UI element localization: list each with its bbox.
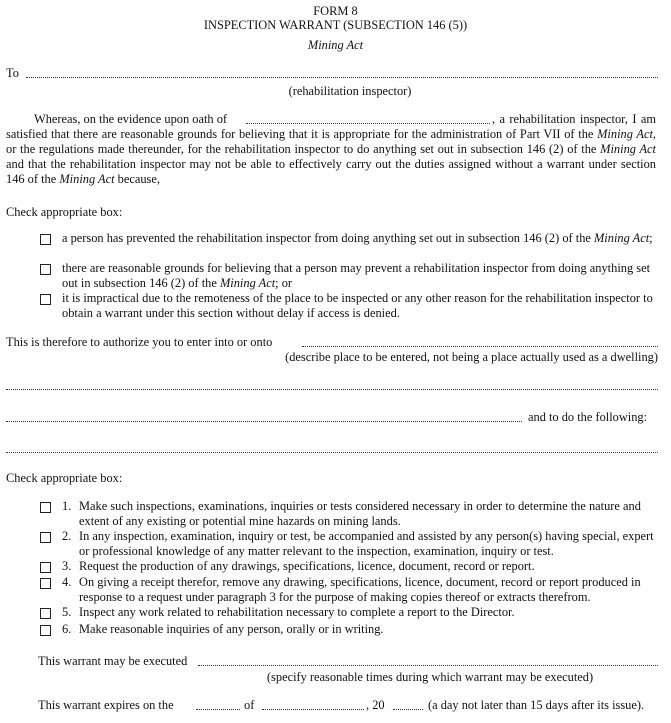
check-label-actions: Check appropriate box:: [6, 471, 123, 485]
reason-2-after: ; or: [275, 276, 293, 290]
reason-1-text: [62, 231, 662, 246]
action-4-number: 4.: [62, 575, 72, 589]
action-2-checkbox[interactable]: [40, 532, 51, 543]
reason-2-text: [62, 261, 662, 291]
reason-2-checkbox[interactable]: [40, 264, 51, 275]
expires-year-label: , 20: [366, 698, 385, 712]
to-field[interactable]: [26, 77, 658, 78]
place-field-line-2[interactable]: [6, 389, 658, 390]
action-5-checkbox[interactable]: [40, 608, 51, 619]
to-caption: (rehabilitation inspector): [288, 84, 412, 98]
reason-1-before: a person has prevented the rehabilitation inspector from doing anything set out in subsection 146 (2) of the: [62, 231, 594, 245]
form-title: INSPECTION WARRANT (SUBSECTION 146 (5)): [203, 18, 468, 32]
mining-act-ref-1: Mining Act: [597, 127, 653, 141]
reason-3-before: it is impractical due to the remoteness of the place to be inspected or any other reason for the rehabilitation inspector to obtain a warrant under this section without delay if access is denied.: [62, 291, 653, 320]
expires-of-label: of: [244, 698, 255, 712]
mining-act-ref-2: Mining Act: [600, 142, 656, 156]
expires-year-field[interactable]: [393, 709, 423, 710]
action-2-number: 2.: [62, 529, 72, 543]
expires-note: (a day not later than 15 days after its issue).: [428, 698, 645, 712]
action-5-number: 5.: [62, 605, 72, 619]
executed-label: This warrant may be executed: [38, 654, 188, 668]
reason-1-italic: Mining Act: [593, 231, 650, 245]
expires-month-field[interactable]: [262, 709, 364, 710]
action-3-checkbox[interactable]: [40, 562, 51, 573]
and-to-do-label: and to do the following:: [528, 410, 648, 424]
executed-caption: (specify reasonable times during which warrant may be executed): [266, 670, 594, 684]
place-field[interactable]: [302, 346, 658, 347]
place-caption: (describe place to be entered, not being a place actually used as a dwelling): [285, 350, 658, 364]
action-5-text: Inspect any work related to rehabilitation necessary to complete a report to the Director.: [79, 605, 515, 619]
action-3-text: Request the production of any drawings, specifications, licence, document, record or report.: [79, 559, 535, 573]
action-4-checkbox[interactable]: [40, 578, 51, 589]
reason-3-text: [62, 291, 662, 321]
executed-field[interactable]: [198, 665, 658, 666]
mining-act-ref-3: Mining Act: [59, 172, 115, 186]
reason-1-checkbox[interactable]: [40, 234, 51, 245]
whereas-text-2: , a rehabilitation inspector, I am satisfied that there are reasonable grounds for believing that it is appropriate for the administration of Part VII of the: [6, 112, 656, 141]
whereas-text-4: and that the rehabilitation inspector may not be able to effectively carry out the duties assigned without a warrant under section 146 of the: [6, 157, 656, 186]
check-label-reasons: Check appropriate box:: [6, 205, 123, 219]
whereas-text-3: , or the regulations made thereunder, for the rehabilitation inspector to do anything set out in subsection 146 (2) of the: [6, 127, 656, 156]
expires-day-field[interactable]: [196, 709, 240, 710]
authorize-label: This is therefore to authorize you to enter into or onto: [6, 335, 273, 349]
reason-1-after: ;: [649, 231, 653, 245]
action-1-checkbox[interactable]: [40, 502, 51, 513]
expires-label: This warrant expires on the: [38, 698, 174, 712]
reason-3-checkbox[interactable]: [40, 294, 51, 305]
reason-2-before: there are reasonable grounds for believing that a person may prevent a rehabilitation inspector from doing anything set out in subsection 146 (2) of the: [62, 261, 651, 290]
whereas-intro: Whereas, on the evidence upon oath of: [34, 112, 228, 126]
reason-2-italic: Mining Act: [219, 276, 276, 290]
action-6-number: 6.: [62, 622, 72, 636]
action-4-text: On giving a receipt therefor, remove any drawing, specifications, licence, document, record or report produced in response to a request under paragraph 3 for the purpose of making copies thereof or extracts therefrom.: [79, 575, 641, 604]
action-2-text: In any inspection, examination, inquiry or test, be accompanied and assisted by any person(s) having special, expert or professional knowledge of any matter relevant to the inspection, examination, inquiry or test.: [79, 529, 654, 558]
action-6-checkbox[interactable]: [40, 625, 51, 636]
place-field-line-3[interactable]: [6, 421, 522, 422]
actions-field-line[interactable]: [6, 452, 658, 453]
action-3-number: 3.: [62, 559, 72, 573]
whereas-paragraph: [6, 112, 656, 187]
form-number: FORM 8: [313, 4, 358, 18]
action-1-text: Make such inspections, examinations, inquiries or tests considered necessary in order to determine the nature and extent of any existing or potential mine hazards on mining lands.: [79, 499, 641, 528]
whereas-text-5: because,: [114, 172, 160, 186]
action-1-number: 1.: [62, 499, 72, 513]
act-name: Mining Act: [307, 38, 364, 52]
to-label: To: [6, 66, 19, 80]
action-6-text: Make reasonable inquiries of any person, orally or in writing.: [79, 622, 384, 636]
